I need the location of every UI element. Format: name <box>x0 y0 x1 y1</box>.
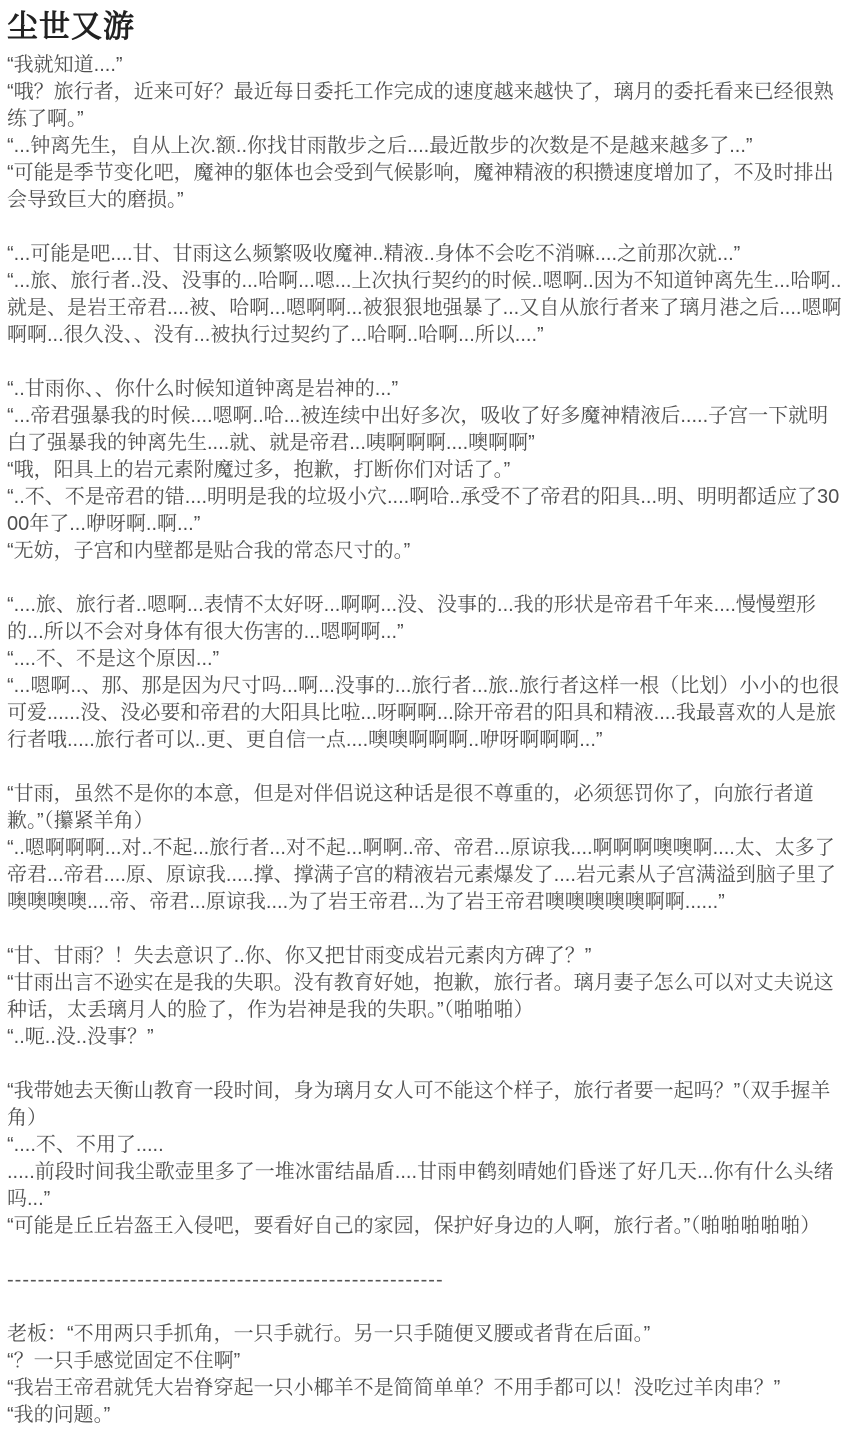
text-line: “...旅、旅行者..没、没事的...哈啊...嗯...上次执行契约的时候..嗯啊..因为不知道钟离先生...哈啊..就是、是岩王帝君....被、哈啊...嗯啊啊...被狠狠地强暴了...又自从旅行者来了璃月港之后....嗯啊啊啊...很久没、、没有...被执行过契约了...哈啊..哈啊...所以....” <box>7 270 842 346</box>
text-line: “...钟离先生，自从上次.额..你找甘雨散步之后....最近散步的次数是不是越来越多了...” <box>7 135 753 157</box>
text-line: “..呃..没..没事？” <box>7 1026 154 1048</box>
text-line: “可能是季节变化吧，魔神的躯体也会受到气候影响，魔神精液的积攒速度增加了，不及时排出会导致巨大的磨损。” <box>7 162 834 211</box>
text-line: “..嗯啊啊啊...对..不起...旅行者...对不起...啊啊..帝、帝君...原谅我....啊啊啊噢噢啊....太、太多了帝君...帝君....原、原谅我.....撑、撑满子宫的精液岩元素爆发了....岩元素从子宫满溢到脑子里了噢噢噢噢....帝、帝君...原谅我....为了岩王帝君...为了岩王帝君噢噢噢噢噢啊啊......” <box>7 837 836 913</box>
text-line: “我带她去天衡山教育一段时间，身为璃月女人可不能这个样子，旅行者要一起吗？”（双手握羊角） <box>7 1080 831 1129</box>
blank-line <box>7 214 843 241</box>
text-line: “..不、不是帝君的错....明明是我的垃圾小穴....啊哈..承受不了帝君的阳具...明、明明都适应了3000年了...咿呀啊..啊...” <box>7 486 840 535</box>
text-line: “甘、甘雨？！失去意识了..你、你又把甘雨变成岩元素肉方碑了？” <box>7 945 592 967</box>
text-line: “甘雨，虽然不是你的本意，但是对伴侣说这种话是很不尊重的，必须惩罚你了，向旅行者道歉。”（攥紧羊角） <box>7 783 814 832</box>
text-line: “...帝君强暴我的时候....嗯啊..哈...被连续中出好多次，吸收了好多魔神精液后.....子宫一下就明白了强暴我的钟离先生....就、就是帝君...咦啊啊啊....噢啊啊” <box>7 405 829 454</box>
text-line: “哦？旅行者，近来可好？最近每日委托工作完成的速度越来越快了，璃月的委托看来已经很熟练了啊。” <box>7 81 834 130</box>
text-line: “？一只手感觉固定不住啊” <box>7 1350 241 1372</box>
blank-line <box>7 349 843 376</box>
text-line: “...可能是吧....甘、甘雨这么频繁吸收魔神..精液..身体不会吃不消嘛....之前那次就...” <box>7 243 741 265</box>
blank-line <box>7 1051 843 1078</box>
text-line: “我岩王帝君就凭大岩脊穿起一只小椰羊不是简简单单？不用手都可以！没吃过羊肉串？” <box>7 1377 781 1399</box>
separator-line: --------------------------------------------------------- <box>7 1269 444 1291</box>
page-title: 尘世又游 <box>7 9 135 44</box>
document-body <box>7 52 843 1429</box>
blank-line <box>7 565 843 592</box>
text-line: “我就知道....” <box>7 54 123 76</box>
text-line: “...嗯啊..、那、那是因为尺寸吗...啊...没事的...旅行者...旅..旅行者这样一根（比划）小小的也很可爱......没、没必要和帝君的大阳具比啦...呀啊啊...除开帝君的阳具和精液....我最喜欢的人是旅行者哦.....旅行者可以..更、更自信一点....噢噢啊啊啊..咿呀啊啊啊...” <box>7 675 840 751</box>
text-line: “....不、不是这个原因...” <box>7 648 220 670</box>
text-line: “....旅、旅行者..嗯啊...表情不太好呀...啊啊...没、没事的...我的形状是帝君千年来....慢慢塑形的...所以不会对身体有很大伤害的...嗯啊啊...” <box>7 594 816 643</box>
blank-line <box>7 754 843 781</box>
text-line: “哦，阳具上的岩元素附魔过多，抱歉，打断你们对话了。” <box>7 459 511 481</box>
text-line: “..甘雨你、、你什么时候知道钟离是岩神的...” <box>7 378 399 400</box>
text-line: “甘雨出言不逊实在是我的失职。没有教育好她，抱歉，旅行者。璃月妻子怎么可以对丈夫说这种话，太丢璃月人的脸了，作为岩神是我的失职。”（啪啪啪） <box>7 972 834 1021</box>
text-line: “无妨，子宫和内壁都是贴合我的常态尺寸的。” <box>7 540 411 562</box>
text-line: “可能是丘丘岩盔王入侵吧，要看好自己的家园，保护好身边的人啊，旅行者。”（啪啪啪啪啪） <box>7 1215 821 1237</box>
blank-line <box>7 1240 843 1267</box>
text-line: .....前段时间我尘歌壶里多了一堆冰雷结晶盾....甘雨申鹤刻晴她们昏迷了好几天...你有什么头绪吗...” <box>7 1161 834 1210</box>
text-line: “我的问题。” <box>7 1404 111 1426</box>
text-line: “....不、不用了..... <box>7 1134 164 1156</box>
text-line: 老板：“不用两只手抓角，一只手就行。另一只手随便叉腰或者背在后面。” <box>7 1323 651 1345</box>
blank-line <box>7 1294 843 1321</box>
blank-line <box>7 916 843 943</box>
